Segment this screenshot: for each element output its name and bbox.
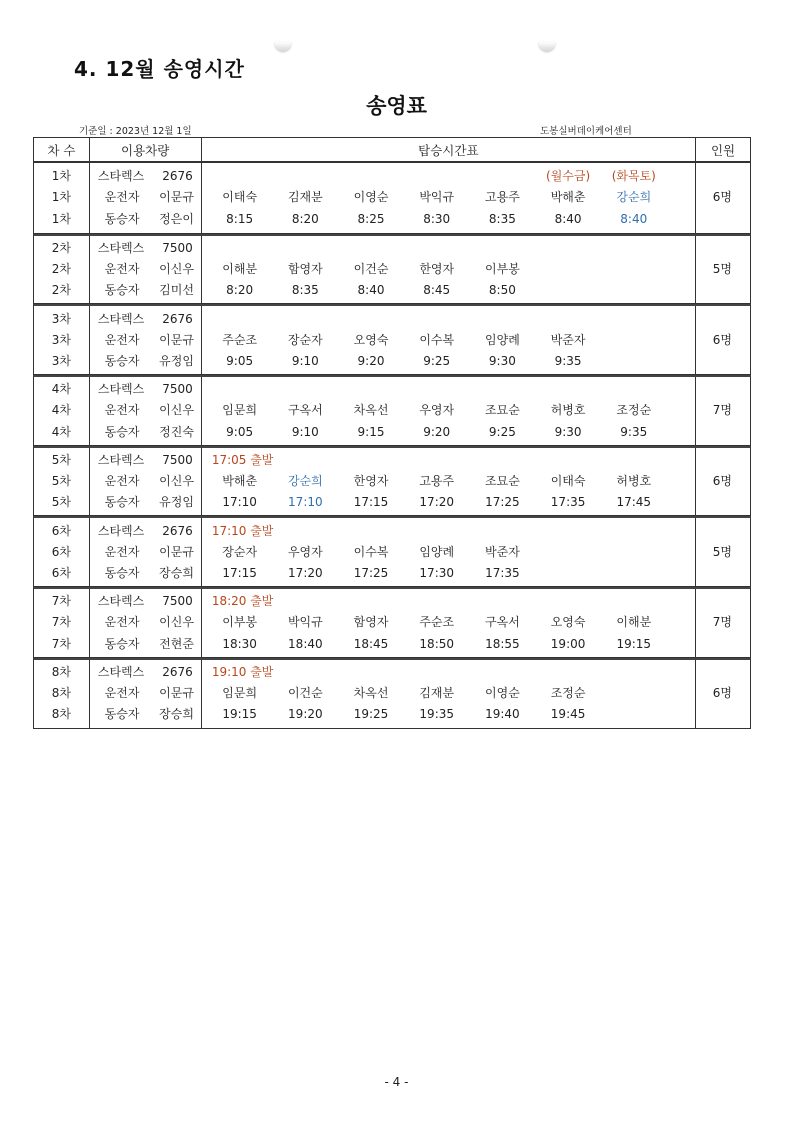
pickup-time: 9:20	[357, 353, 385, 368]
vehicle-column	[90, 589, 202, 657]
passenger-name: 박익규	[419, 190, 455, 205]
vehicle-column	[90, 377, 202, 445]
pickup-time: 17:15	[222, 565, 257, 580]
vehicle-line	[98, 544, 201, 561]
trip-groups	[33, 163, 751, 729]
trip-number: 6차	[51, 565, 72, 580]
trip-number: 5차	[51, 474, 72, 489]
vehicle-line	[98, 685, 201, 702]
pickup-time: 18:50	[419, 636, 455, 651]
passenger-name: 김재분	[287, 190, 323, 205]
count-column	[696, 518, 750, 586]
trip-group	[33, 163, 751, 234]
passenger-name: 장순자	[287, 332, 323, 347]
passenger-name: 박준자	[550, 332, 586, 347]
schedule-column	[202, 236, 696, 304]
driver-name: 이신우	[159, 615, 194, 630]
companion-name: 김미선	[159, 283, 194, 298]
pickup-time: 19:00	[550, 636, 586, 651]
vehicle-plate: 2676	[162, 523, 193, 538]
vehicle-line	[98, 452, 201, 469]
driver-role: 운전자	[104, 615, 140, 630]
base-date: 기준일 : 2023년 12월 1일	[79, 126, 192, 137]
trip-number: 8차	[51, 664, 72, 679]
passenger-count: 6명	[712, 332, 732, 347]
schedule-column	[202, 448, 696, 516]
schedule-top-line	[207, 240, 695, 257]
companion-role: 동승자	[104, 424, 140, 439]
passenger-names	[207, 685, 695, 702]
vehicle-column	[90, 660, 202, 728]
pickup-time: 19:15	[222, 707, 257, 722]
schedule-top-line	[207, 593, 695, 610]
passenger-names	[207, 261, 695, 278]
section-title: 4. 12월 송영시간	[74, 57, 245, 81]
vehicle-line	[98, 424, 201, 441]
passenger-name: 박해춘	[550, 190, 586, 205]
driver-name: 이신우	[159, 262, 194, 277]
trip-number: 3차	[51, 311, 72, 326]
passenger-name: 조묘순	[485, 403, 520, 418]
vehicle-line	[98, 614, 201, 631]
passenger-name: 이영순	[353, 190, 389, 205]
trip-column	[34, 660, 90, 728]
pickup-time: 19:45	[550, 707, 586, 722]
pickup-time: 17:20	[288, 565, 323, 580]
passenger-count: 7명	[712, 615, 732, 630]
vehicle-plate: 7500	[162, 452, 193, 467]
vehicle-line	[98, 240, 201, 257]
vehicle-column	[90, 306, 202, 374]
trip-number: 8차	[51, 707, 72, 722]
trip-column	[34, 236, 90, 304]
companion-name: 정진숙	[159, 424, 194, 439]
day-note: (화목토)	[611, 168, 656, 183]
passenger-name: 강순희	[287, 474, 323, 489]
driver-role: 운전자	[104, 544, 140, 559]
pickup-time: 19:40	[485, 707, 520, 722]
trip-number: 5차	[51, 452, 72, 467]
pickup-time: 9:35	[554, 353, 582, 368]
trip-group	[33, 304, 751, 375]
schedule-top-line	[207, 664, 695, 681]
pickup-time: 9:10	[291, 424, 319, 439]
passenger-names	[207, 332, 695, 349]
passenger-name: 구옥서	[485, 615, 520, 630]
pickup-time: 9:10	[291, 353, 319, 368]
pickup-time: 19:25	[353, 707, 389, 722]
passenger-name: 차옥선	[353, 403, 389, 418]
passenger-names	[207, 189, 695, 206]
vehicle-name: 스타렉스	[97, 664, 145, 679]
pickup-time: 8:15	[226, 212, 254, 227]
passenger-names	[207, 544, 695, 561]
count-column	[696, 377, 750, 445]
vehicle-column	[90, 518, 202, 586]
trip-number: 6차	[51, 544, 72, 559]
day-note	[207, 168, 273, 185]
companion-name: 전현준	[159, 636, 194, 651]
trip-number: 2차	[51, 262, 72, 277]
trip-number: 2차	[51, 283, 72, 298]
vehicle-line	[98, 332, 201, 349]
companion-role: 동승자	[104, 212, 140, 227]
passenger-count: 5명	[712, 262, 732, 277]
passenger-name: 이해분	[616, 615, 652, 630]
passenger-name: 이건순	[353, 262, 389, 277]
vehicle-plate: 7500	[162, 240, 193, 255]
companion-name: 유정임	[159, 353, 194, 368]
day-note: (월수금)	[546, 168, 591, 183]
trip-number: 7차	[51, 594, 72, 609]
passenger-name: 구옥서	[287, 403, 323, 418]
passenger-name: 박해춘	[222, 474, 258, 489]
passenger-count: 5명	[712, 544, 732, 559]
passenger-name: 임문희	[222, 403, 258, 418]
pickup-time: 9:05	[226, 353, 254, 368]
vehicle-line	[98, 189, 201, 206]
passenger-name: 우영자	[287, 544, 323, 559]
schedule-column	[202, 518, 696, 586]
pickup-time: 19:20	[288, 707, 323, 722]
trip-group	[33, 446, 751, 517]
pickup-times	[207, 211, 695, 228]
pickup-time: 18:55	[485, 636, 520, 651]
vehicle-plate: 7500	[162, 594, 193, 609]
schedule-column	[202, 377, 696, 445]
vehicle-line	[98, 664, 201, 681]
pickup-time: 8:40	[357, 283, 385, 298]
center-name: 도봉실버데이케어센터	[540, 126, 632, 137]
departure-time: 17:05 출발	[211, 452, 274, 467]
pickup-time: 18:30	[222, 636, 257, 651]
pickup-time: 9:30	[554, 424, 582, 439]
trip-group	[33, 375, 751, 446]
pickup-time: 9:25	[423, 353, 451, 368]
vehicle-name: 스타렉스	[97, 523, 145, 538]
vehicle-line	[98, 168, 201, 185]
driver-name: 이신우	[159, 474, 194, 489]
companion-role: 동승자	[104, 565, 140, 580]
punch-hole-right	[539, 42, 555, 51]
vehicle-line	[98, 523, 201, 540]
schedule-column	[202, 589, 696, 657]
passenger-names	[207, 402, 695, 419]
schedule-column	[202, 163, 696, 233]
passenger-name: 임양례	[485, 332, 520, 347]
schedule-column	[202, 660, 696, 728]
trip-number: 8차	[51, 686, 72, 701]
passenger-name: 한영자	[419, 262, 455, 277]
pickup-time: 18:45	[353, 636, 389, 651]
pickup-time: 19:35	[419, 707, 455, 722]
pickup-time: 17:30	[419, 565, 455, 580]
pickup-time: 8:45	[423, 283, 451, 298]
passenger-count: 6명	[712, 474, 732, 489]
schedule-top-line	[207, 311, 695, 328]
header-schedule: 탑승시간표	[202, 138, 697, 161]
count-column	[696, 236, 750, 304]
vehicle-plate: 7500	[162, 382, 193, 397]
pickup-times	[207, 282, 695, 299]
vehicle-line	[98, 565, 201, 582]
passenger-name: 박익규	[287, 615, 323, 630]
departure-time: 17:10 출발	[211, 523, 274, 538]
pickup-times	[207, 353, 695, 370]
trip-number: 4차	[51, 382, 72, 397]
driver-name: 이문규	[159, 686, 194, 701]
passenger-name: 함영자	[353, 615, 389, 630]
trip-number: 1차	[51, 168, 72, 183]
punch-hole-left	[275, 42, 291, 51]
passenger-name: 오영숙	[550, 615, 586, 630]
vehicle-line	[98, 311, 201, 328]
trip-number: 7차	[51, 636, 72, 651]
trip-number: 3차	[51, 353, 72, 368]
passenger-name: 차옥선	[353, 686, 389, 701]
schedule-top-line	[207, 452, 695, 469]
pickup-time: 17:25	[485, 495, 520, 510]
companion-name: 장승희	[159, 565, 194, 580]
pickup-time: 8:35	[291, 283, 319, 298]
passenger-count: 6명	[712, 190, 732, 205]
table-header	[33, 137, 751, 163]
companion-role: 동승자	[104, 636, 140, 651]
count-column	[696, 163, 750, 233]
pickup-times	[207, 706, 695, 723]
pickup-time: 18:40	[288, 636, 323, 651]
trip-group	[33, 587, 751, 658]
companion-role: 동승자	[104, 495, 140, 510]
pickup-time: 8:25	[357, 212, 385, 227]
trip-column	[34, 448, 90, 516]
count-column	[696, 306, 750, 374]
passenger-name: 김재분	[419, 686, 455, 701]
pickup-time: 9:20	[423, 424, 451, 439]
passenger-name: 조묘순	[485, 474, 520, 489]
vehicle-column	[90, 236, 202, 304]
companion-role: 동승자	[104, 353, 140, 368]
pickup-time: 19:15	[616, 636, 652, 651]
vehicle-name: 스타렉스	[97, 382, 145, 397]
driver-role: 운전자	[104, 332, 140, 347]
vehicle-plate: 2676	[162, 168, 193, 183]
passenger-count: 6명	[712, 686, 732, 701]
pickup-time: 17:25	[353, 565, 389, 580]
trip-number: 1차	[51, 190, 72, 205]
passenger-name: 박준자	[485, 544, 520, 559]
count-column	[696, 448, 750, 516]
pickup-time: 9:15	[357, 424, 385, 439]
passenger-name: 우영자	[419, 403, 455, 418]
companion-name: 정은이	[159, 212, 194, 227]
passenger-name: 허병호	[616, 474, 652, 489]
header-count: 인원	[710, 142, 736, 158]
vehicle-name: 스타렉스	[97, 168, 145, 183]
trip-column	[34, 518, 90, 586]
passenger-name: 임양례	[419, 544, 455, 559]
pickup-time: 9:25	[488, 424, 516, 439]
pickup-time: 17:15	[353, 495, 389, 510]
companion-name: 장승희	[159, 707, 194, 722]
trip-column	[34, 163, 90, 233]
vehicle-line	[98, 282, 201, 299]
pickup-time: 17:10	[288, 495, 323, 510]
pickup-time: 17:35	[550, 495, 586, 510]
driver-name: 이신우	[159, 403, 194, 418]
pickup-time: 9:05	[226, 424, 254, 439]
pickup-time: 8:40	[620, 212, 648, 227]
passenger-name: 이태숙	[550, 474, 586, 489]
count-column	[696, 660, 750, 728]
driver-role: 운전자	[104, 474, 140, 489]
passenger-names	[207, 614, 695, 631]
pickup-time: 8:35	[488, 212, 516, 227]
schedule-top-line	[207, 381, 695, 398]
driver-role: 운전자	[104, 262, 140, 277]
driver-name: 이문규	[159, 544, 194, 559]
day-note	[273, 168, 339, 185]
count-column	[696, 589, 750, 657]
pickup-time: 8:50	[488, 283, 516, 298]
trip-number: 2차	[51, 240, 72, 255]
trip-number: 7차	[51, 615, 72, 630]
day-note	[404, 168, 470, 185]
passenger-names	[207, 473, 695, 490]
passenger-name: 임문희	[222, 686, 258, 701]
pickup-time: 8:30	[423, 212, 451, 227]
driver-name: 이문규	[159, 190, 194, 205]
driver-name: 이문규	[159, 332, 194, 347]
vehicle-line	[98, 211, 201, 228]
companion-role: 동승자	[104, 707, 140, 722]
passenger-name: 오영숙	[353, 332, 389, 347]
passenger-name: 함영자	[287, 262, 323, 277]
pickup-time: 8:20	[291, 212, 319, 227]
vehicle-column	[90, 448, 202, 516]
vehicle-line	[98, 353, 201, 370]
vehicle-name: 스타렉스	[97, 594, 145, 609]
pickup-time: 8:20	[226, 283, 254, 298]
passenger-name: 허병호	[550, 403, 586, 418]
vehicle-plate: 2676	[162, 664, 193, 679]
pickup-time: 17:20	[419, 495, 455, 510]
trip-column	[34, 589, 90, 657]
vehicle-name: 스타렉스	[97, 452, 145, 467]
day-note	[470, 168, 536, 185]
departure-time: 18:20 출발	[211, 594, 274, 609]
companion-name: 유정임	[159, 495, 194, 510]
driver-role: 운전자	[104, 686, 140, 701]
driver-role: 운전자	[104, 403, 140, 418]
departure-time: 19:10 출발	[211, 664, 274, 679]
passenger-name: 주순조	[419, 615, 455, 630]
trip-group	[33, 658, 751, 729]
schedule-column	[202, 306, 696, 374]
trip-number: 1차	[51, 212, 72, 227]
trip-number: 4차	[51, 403, 72, 418]
vehicle-line	[98, 636, 201, 653]
day-note	[338, 168, 404, 185]
passenger-count: 7명	[712, 403, 732, 418]
page-number: - 4 -	[384, 1075, 409, 1089]
pickup-times	[207, 494, 695, 511]
header-vehicle: 이용차량	[90, 138, 202, 161]
pickup-times	[207, 424, 695, 441]
vehicle-line	[98, 402, 201, 419]
passenger-name: 이수복	[353, 544, 389, 559]
passenger-name: 강순희	[616, 190, 652, 205]
document-title: 송영표	[366, 94, 427, 118]
passenger-name: 한영자	[353, 474, 389, 489]
passenger-name: 이부봉	[485, 262, 520, 277]
trip-number: 5차	[51, 495, 72, 510]
passenger-name: 조정순	[616, 403, 652, 418]
vehicle-line	[98, 494, 201, 511]
pickup-time: 9:35	[620, 424, 648, 439]
trip-column	[34, 377, 90, 445]
vehicle-line	[98, 381, 201, 398]
vehicle-line	[98, 473, 201, 490]
vehicle-column	[90, 163, 202, 233]
passenger-name: 이수복	[419, 332, 455, 347]
vehicle-line	[98, 261, 201, 278]
trip-number: 3차	[51, 332, 72, 347]
pickup-time: 17:35	[485, 565, 520, 580]
trip-group	[33, 516, 751, 587]
passenger-name: 이태숙	[222, 190, 258, 205]
vehicle-name: 스타렉스	[97, 240, 145, 255]
passenger-name: 장순자	[222, 544, 258, 559]
passenger-name: 이영순	[485, 686, 520, 701]
pickup-time: 17:45	[616, 495, 652, 510]
vehicle-plate: 2676	[162, 311, 193, 326]
pickup-time: 17:10	[222, 495, 257, 510]
pickup-times	[207, 565, 695, 582]
vehicle-line	[98, 706, 201, 723]
trip-group	[33, 234, 751, 305]
companion-role: 동승자	[104, 283, 140, 298]
trip-column	[34, 306, 90, 374]
trip-number: 4차	[51, 424, 72, 439]
passenger-name: 이건순	[287, 686, 323, 701]
driver-role: 운전자	[104, 190, 140, 205]
header-trip: 차 수	[34, 138, 90, 161]
passenger-name: 주순조	[222, 332, 258, 347]
schedule-top-line	[207, 168, 695, 185]
pickup-time: 8:40	[554, 212, 582, 227]
trip-number: 6차	[51, 523, 72, 538]
schedule-top-line	[207, 523, 695, 540]
pickup-times	[207, 636, 695, 653]
passenger-name: 조정순	[550, 686, 586, 701]
passenger-name: 고용주	[485, 190, 520, 205]
shuttle-schedule-table	[33, 137, 751, 729]
pickup-time: 9:30	[488, 353, 516, 368]
passenger-name: 고용주	[419, 474, 455, 489]
vehicle-name: 스타렉스	[97, 311, 145, 326]
passenger-name: 이해분	[222, 262, 258, 277]
passenger-name: 이부봉	[222, 615, 258, 630]
vehicle-line	[98, 593, 201, 610]
